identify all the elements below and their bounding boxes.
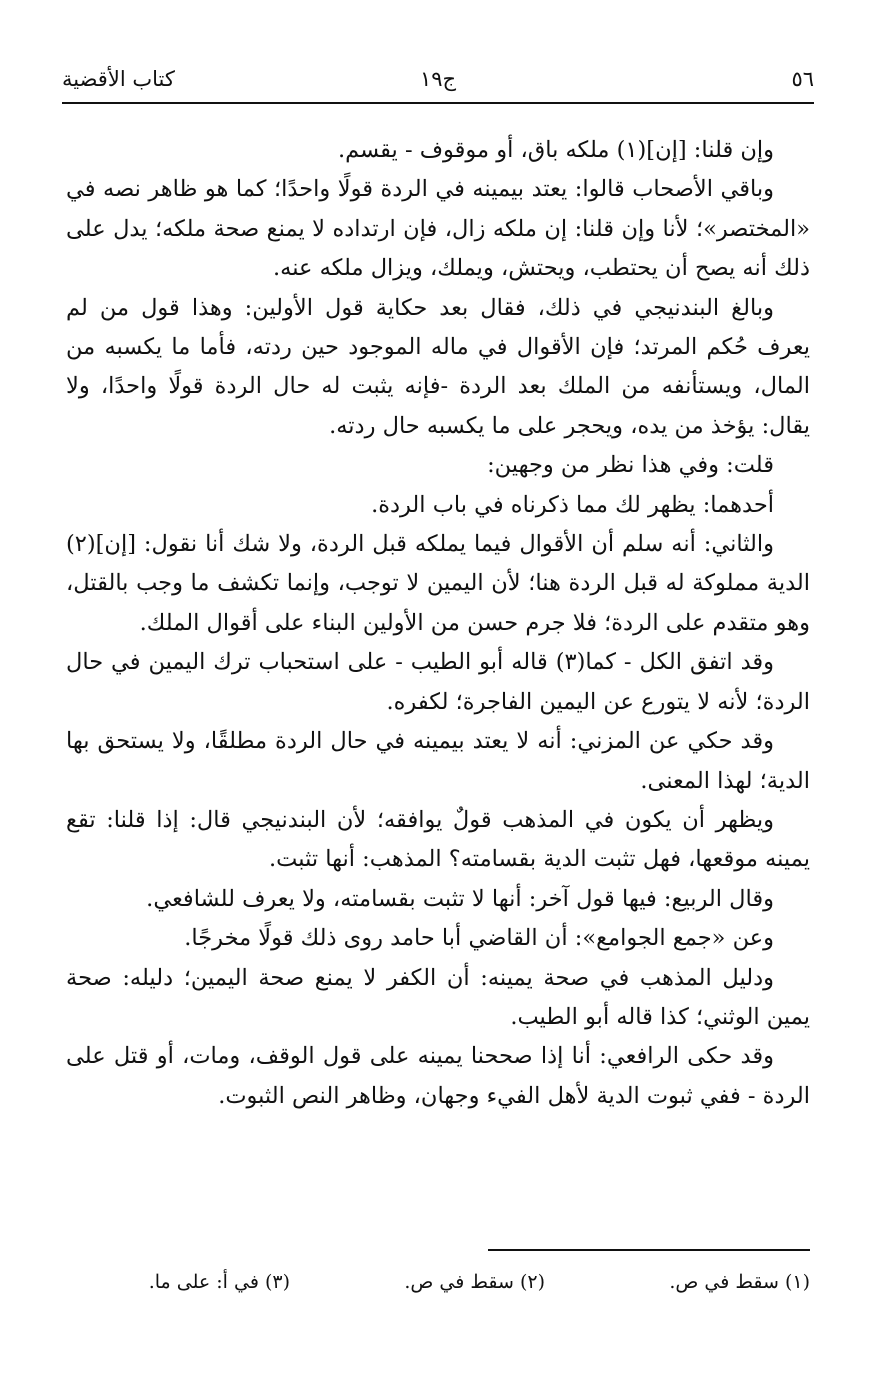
page-header <box>62 64 814 98</box>
paragraph: وقال الربيع: فيها قول آخر: أنها لا تثبت بقسامته، ولا يعرف للشافعي. <box>146 885 774 912</box>
paragraph: وقد حكى الرافعي: أنا إذا صححنا يمينه على قول الوقف، ومات، أو قتل على الردة - ففي ثبوت الدية لأهل الفيء وجهان، وظاهر النص الثبوت. <box>66 1043 810 1109</box>
footnote-2: (٢) سقط في ص. <box>404 1271 545 1293</box>
paragraph: قلت: وفي هذا نظر من وجهين: <box>487 452 774 479</box>
book-title: كتاب الأقضية <box>62 67 175 91</box>
paragraph: وقد حكي عن المزني: أنه لا يعتد بيمينه في حال الردة مطلقًا، ولا يستحق بها الدية؛ لهذا المعنى. <box>66 728 810 794</box>
volume-number: ج١٩ <box>419 67 457 91</box>
page-number: ٥٦ <box>791 67 814 91</box>
footnote-divider <box>488 1249 810 1251</box>
footnote-3: (٣) في أ: على ما. <box>148 1271 290 1293</box>
header-divider <box>62 102 814 104</box>
paragraph: وبالغ البندنيجي في ذلك، فقال بعد حكاية قول الأولين: وهذا قول من لم يعرف حُكم المرتد؛ فإن الأقوال في ماله الموجود حين ردته، فأما ما يكسبه من المال، ويستأنفه من الملك بعد الردة -فإنه يثبت له حال الردة قولًا واحدًا، ولا يقال: يؤخذ من يده، ويحجر على ما يكسبه حال ردته. <box>66 294 810 439</box>
paragraph: ودليل المذهب في صحة يمينه: أن الكفر لا يمنع صحة اليمين؛ دليله: صحة يمين الوثني؛ كذا قاله أبو الطيب. <box>66 964 810 1030</box>
main-text <box>66 131 810 1116</box>
paragraph: وعن «جمع الجوامع»: أن القاضي أبا حامد روى ذلك قولًا مخرجًا. <box>184 925 774 952</box>
paragraph: ويظهر أن يكون في المذهب قولٌ يوافقه؛ لأن البندنيجي قال: إذا قلنا: تقع يمينه موقعها، فهل تثبت الدية بقسامته؟ المذهب: أنها تثبت. <box>66 806 810 873</box>
paragraph: والثاني: أنه سلم أن الأقوال فيما يملكه قبل الردة، ولا شك أنا نقول: [إن](٢) الدية مملوكة له قبل الردة هنا؛ لأن اليمين لا توجب، وإنما تكشف ما وجب بالقتل، وهو متقدم على الردة؛ فلا جرم حسن من الأولين البناء على أقوال الملك. <box>66 531 810 636</box>
footnotes <box>66 1268 810 1298</box>
paragraph: أحدهما: يظهر لك مما ذكرناه في باب الردة. <box>371 491 774 518</box>
footnote-1: (١) سقط في ص. <box>669 1271 810 1293</box>
paragraph: وقد اتفق الكل - كما(٣) قاله أبو الطيب - على استحباب ترك اليمين في حال الردة؛ لأنه لا يتورع عن اليمين الفاجرة؛ لكفره. <box>66 649 810 715</box>
paragraph: وإن قلنا: [إن](١) ملكه باق، أو موقوف - يقسم. <box>337 137 774 163</box>
paragraph: وباقي الأصحاب قالوا: يعتد بيمينه في الردة قولًا واحدًا؛ كما هو ظاهر نصه في «المختصر»؛ لأنا وإن قلنا: إن ملكه زال، فإن ارتداده لا يمنع صحة ملكه؛ يدل على ذلك أنه يصح أن يحتطب، ويحتش، ويملك، ويزال ملكه عنه. <box>66 176 810 282</box>
